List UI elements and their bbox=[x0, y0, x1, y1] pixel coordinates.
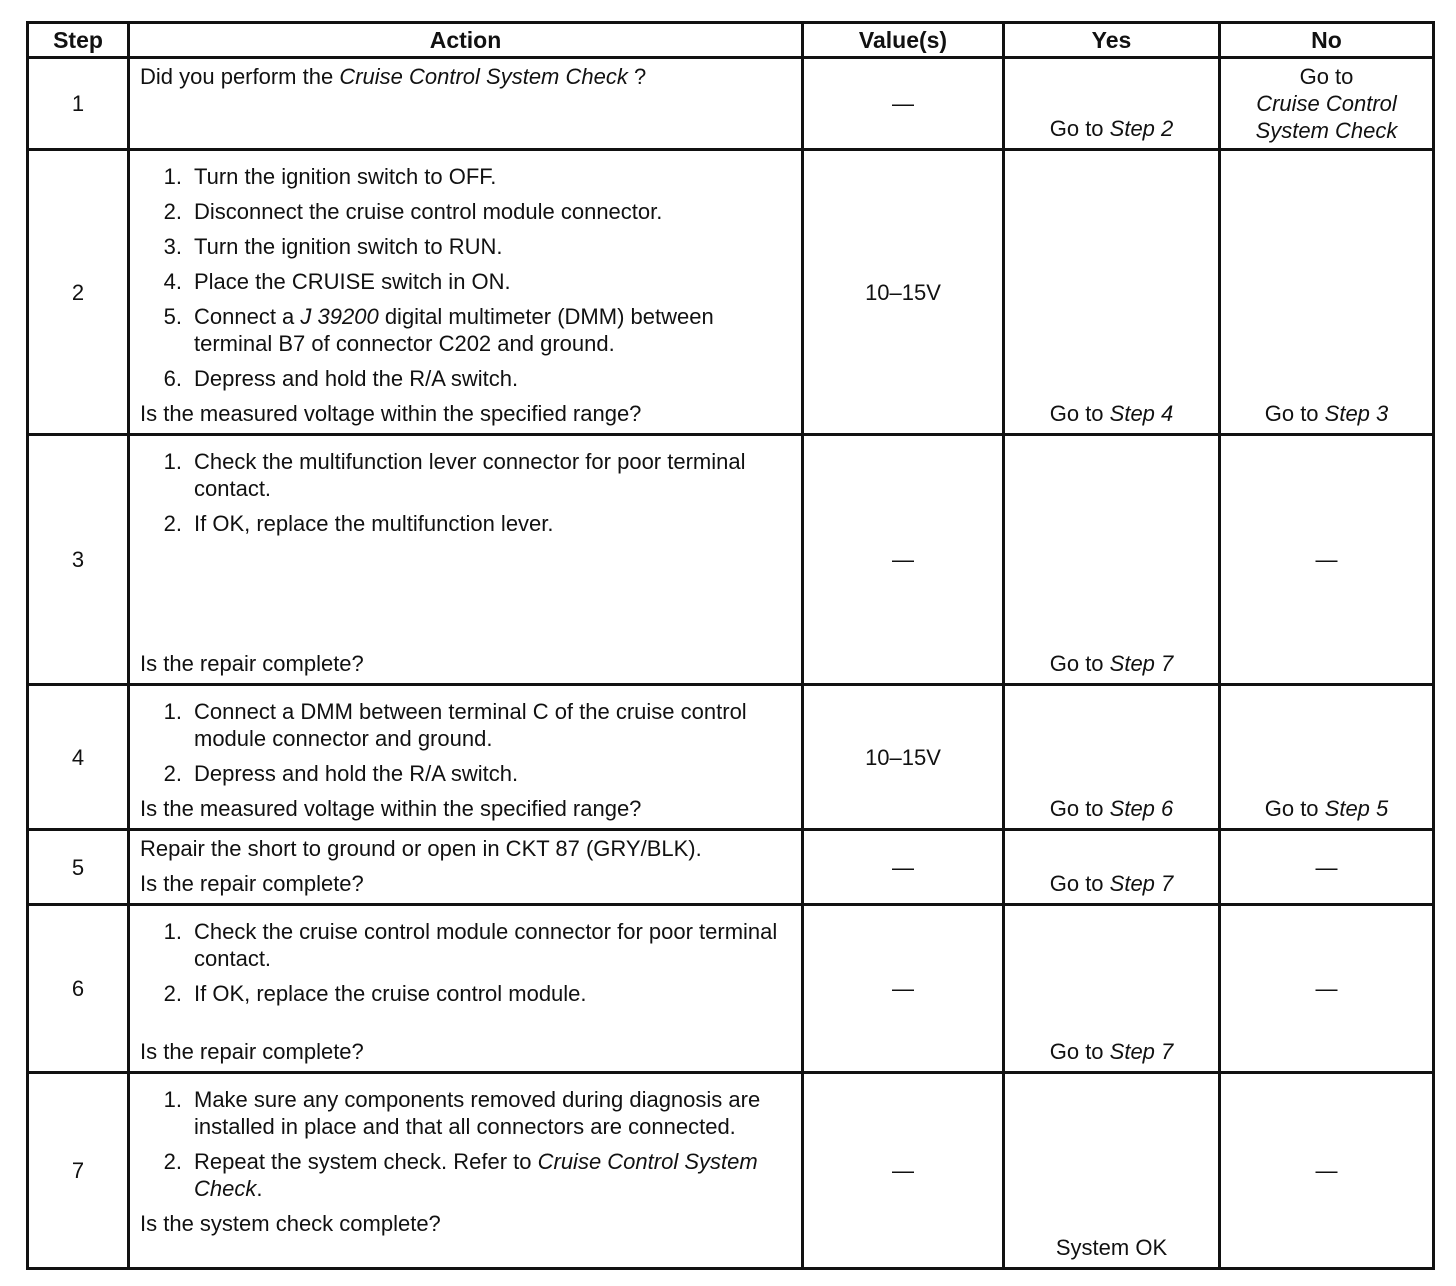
no-cell: Go to Step 5 bbox=[1220, 685, 1434, 830]
list-item: 1. Check the multifunction lever connector for poor terminal contact. bbox=[163, 449, 746, 501]
list-item: 1. Turn the ignition switch to OFF. bbox=[163, 164, 497, 189]
list-item: 2. If OK, replace the cruise control module. bbox=[163, 981, 587, 1006]
table-row-step-1 bbox=[28, 58, 1434, 150]
value-cell: 10–15V bbox=[803, 150, 1004, 435]
action-text: Repair the short to ground or open in CKT 87 (GRY/BLK). bbox=[140, 836, 702, 861]
yes-cell: Go to Step 7 bbox=[1004, 905, 1220, 1073]
action-list bbox=[140, 1086, 793, 1202]
list-item: 2. Disconnect the cruise control module connector. bbox=[163, 199, 663, 224]
yes-cell: Go to Step 7 bbox=[1004, 435, 1220, 685]
header-step: Step bbox=[28, 23, 129, 58]
yes-cell: System OK bbox=[1004, 1073, 1220, 1269]
list-item: 6. Depress and hold the R/A switch. bbox=[163, 366, 519, 391]
header-action: Action bbox=[129, 23, 803, 58]
action-cell bbox=[129, 830, 803, 905]
action-question: Did you perform the Cruise Control System Check ? bbox=[140, 64, 647, 89]
value-cell: 10–15V bbox=[803, 685, 1004, 830]
list-item: 1. Check the cruise control module connector for poor terminal contact. bbox=[163, 919, 778, 971]
step-number: 5 bbox=[28, 830, 129, 905]
action-cell bbox=[129, 58, 803, 150]
no-cell: — bbox=[1220, 1073, 1434, 1269]
list-item: 2. Depress and hold the R/A switch. bbox=[163, 761, 519, 786]
step-number: 2 bbox=[28, 150, 129, 435]
table-row-step-7 bbox=[28, 1073, 1434, 1269]
no-cell: Go to Step 3 bbox=[1220, 150, 1434, 435]
action-list bbox=[140, 698, 793, 787]
no-cell: Go to Cruise Control System Check bbox=[1220, 58, 1434, 150]
header-values: Value(s) bbox=[803, 23, 1004, 58]
yes-cell: Go to Step 7 bbox=[1004, 830, 1220, 905]
yes-cell: Go to Step 4 bbox=[1004, 150, 1220, 435]
value-cell: — bbox=[803, 905, 1004, 1073]
value-cell: — bbox=[803, 830, 1004, 905]
action-cell bbox=[129, 685, 803, 830]
action-cell bbox=[129, 905, 803, 1073]
action-cell bbox=[129, 435, 803, 685]
yes-cell: Go to Step 2 bbox=[1004, 58, 1220, 150]
action-question: Is the system check complete? bbox=[140, 1211, 441, 1236]
no-cell: — bbox=[1220, 830, 1434, 905]
list-item: 3. Turn the ignition switch to RUN. bbox=[163, 234, 503, 259]
step-number: 3 bbox=[28, 435, 129, 685]
table-row-step-4 bbox=[28, 685, 1434, 830]
action-question: Is the measured voltage within the specified range? bbox=[140, 796, 642, 821]
yes-cell: Go to Step 6 bbox=[1004, 685, 1220, 830]
action-list bbox=[140, 448, 793, 537]
list-item: 2. Repeat the system check. Refer to Cruise Control System Check. bbox=[163, 1149, 758, 1201]
step-number: 6 bbox=[28, 905, 129, 1073]
list-item: 5. Connect a J 39200 digital multimeter (DMM) between terminal B7 of connector C202 and ground. bbox=[163, 304, 714, 356]
step-number: 1 bbox=[28, 58, 129, 150]
value-cell: — bbox=[803, 58, 1004, 150]
header-row bbox=[28, 23, 1434, 58]
header-no: No bbox=[1220, 23, 1434, 58]
table-row-step-2 bbox=[28, 150, 1434, 435]
action-list bbox=[140, 918, 793, 1007]
list-item: 1. Connect a DMM between terminal C of the cruise control module connector and ground. bbox=[163, 699, 747, 751]
step-number: 7 bbox=[28, 1073, 129, 1269]
no-cell: — bbox=[1220, 435, 1434, 685]
list-item: 4. Place the CRUISE switch in ON. bbox=[163, 269, 511, 294]
action-question: Is the repair complete? bbox=[140, 871, 364, 896]
list-item: 1. Make sure any components removed during diagnosis are installed in place and that all connectors are connected. bbox=[163, 1087, 761, 1139]
list-item: 2. If OK, replace the multifunction lever. bbox=[163, 511, 554, 536]
table-row-step-3 bbox=[28, 435, 1434, 685]
action-question: Is the repair complete? bbox=[140, 651, 364, 676]
diagnostic-table bbox=[26, 21, 1435, 1270]
value-cell: — bbox=[803, 435, 1004, 685]
action-question: Is the measured voltage within the specified range? bbox=[140, 401, 642, 426]
action-cell bbox=[129, 1073, 803, 1269]
action-question: Is the repair complete? bbox=[140, 1039, 364, 1064]
step-number: 4 bbox=[28, 685, 129, 830]
no-cell: — bbox=[1220, 905, 1434, 1073]
value-cell: — bbox=[803, 1073, 1004, 1269]
table-row-step-5 bbox=[28, 830, 1434, 905]
action-cell bbox=[129, 150, 803, 435]
action-list bbox=[140, 163, 793, 392]
table-row-step-6 bbox=[28, 905, 1434, 1073]
header-yes: Yes bbox=[1004, 23, 1220, 58]
